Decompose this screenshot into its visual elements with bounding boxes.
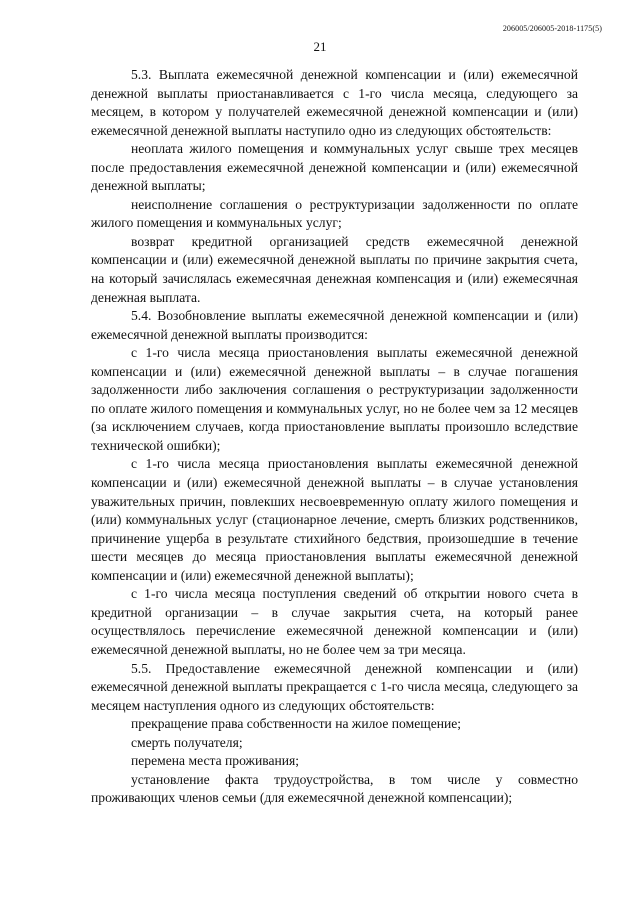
paragraph: неисполнение соглашения о реструктуризации задолженности по оплате жилого помещения и коммунальных услуг;	[91, 196, 578, 231]
paragraph: с 1-го числа месяца приостановления выплаты ежемесячной денежной компенсации и (или) ежемесячной денежной выплаты – в случае погашения задолженности либо заключения соглашения о реструктуризации задолженности по оплате жилого помещения и коммунальных услуг, но не более чем за 12 месяцев (за исключением случаев, когда приостановление выплаты произошло вследствие технической ошибки);	[91, 345, 578, 453]
paragraph: перемена места проживания;	[131, 753, 300, 769]
paragraph: с 1-го числа месяца поступления сведений об открытии нового счета в кредитной организации – в случае закрытия счета, на который ранее осуществлялось перечисление ежемесячной денежной компенсации и (или) ежемесячной денежной выплаты, но не более чем за три месяца.	[91, 586, 578, 657]
paragraph: неоплата жилого помещения и коммунальных услуг свыше трех месяцев после предоставления ежемесячной денежной компенсации и (или) ежемесячной денежной выплаты;	[91, 141, 578, 194]
paragraph: смерть получателя;	[131, 734, 243, 750]
paragraph: 5.4. Возобновление выплаты ежемесячной денежной компенсации и (или) ежемесячной денежной выплаты производится:	[91, 308, 578, 342]
paragraph: прекращение права собственности на жилое помещение;	[131, 716, 462, 732]
paragraph: возврат кредитной организацией средств ежемесячной денежной компенсации и (или) ежемесячной денежной выплаты по причине закрытия счета, на который зачислялась ежемесячная денежная компенсация и (или) ежемесячная денежная выплата.	[91, 233, 578, 305]
document-code: 206005/206005-2018-1175(5)	[502, 24, 602, 33]
page-number: 21	[313, 39, 327, 54]
paragraph: 5.5. Предоставление ежемесячной денежной компенсации и (или) ежемесячной денежной выплаты прекращается с 1-го числа месяца, следующего за месяцем наступления одного из следующих обстоятельств:	[91, 660, 578, 713]
document-body	[91, 66, 578, 808]
paragraph: 5.3. Выплата ежемесячной денежной компенсации и (или) ежемесячной денежной выплаты приостанавливается с 1-го числа месяца, следующего за месяцем, в котором у получателей ежемесячной денежной компенсации и (или) ежемесячной денежной выплаты наступило одно из следующих обстоятельств:	[91, 67, 578, 138]
paragraph: с 1-го числа месяца приостановления выплаты ежемесячной денежной компенсации и (или) ежемесячной денежной выплаты – в случае установления уважительных причин, повлекших несвоевременную оплату жилого помещения и (или) коммунальных услуг (стационарное лечение, смерть близких родственников, причинение ущерба в результате стихийного бедствия, произошедшие в течение шести месяцев до месяца приостановления выплаты ежемесячной денежной компенсации и (или) ежемесячной денежной выплаты);	[91, 456, 578, 583]
paragraph: установление факта трудоустройства, в том числе у совместно проживающих членов семьи (для ежемесячной денежной компенсации);	[91, 771, 578, 806]
